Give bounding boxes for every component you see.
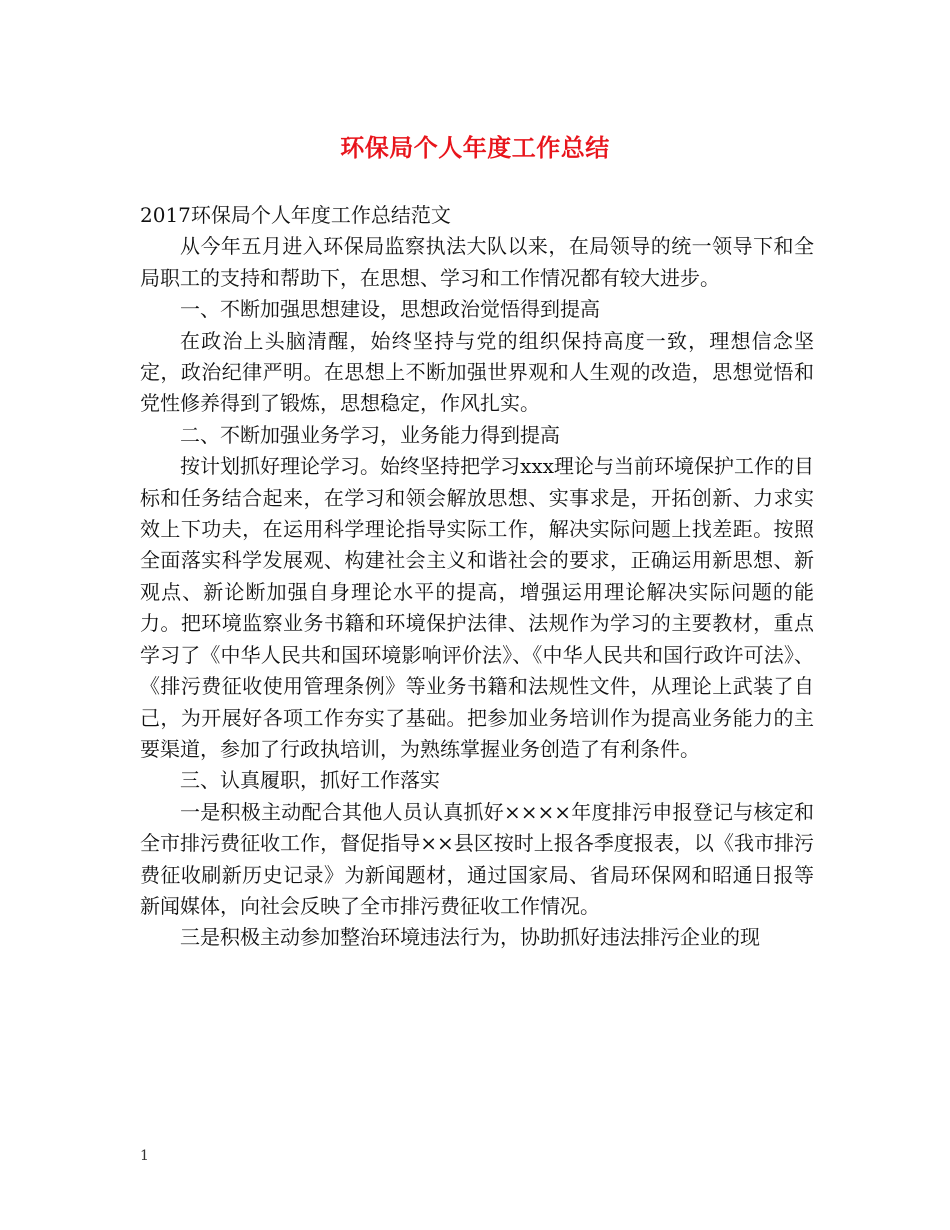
page-number: 1 xyxy=(140,1148,149,1164)
body-paragraph: 一是积极主动配合其他人员认真抓好××××年度排污申报登记与核定和全市排污费征收工作，督促指导××县区按时上报各季度报表，以《我市排污费征收刷新历史记录》为新闻题材，通过国家局、省局环保网和昭通日报等新闻媒体，向社会反映了全市排污费征收工作情况。 xyxy=(140,799,814,918)
section-heading: 二、不断加强业务学习，业务能力得到提高 xyxy=(180,422,560,447)
body-paragraph: 按计划抓好理论学习。始终坚持把学习xxx理论与当前环境保护工作的目标和任务结合起来，在学习和领会解放思想、实事求是，开拓创新、力求实效上下功夫，在运用科学理论指导实际工作，解决实际问题上找差距。按照全面落实科学发展观、构建社会主义和谐社会的要求，正确运用新思想、新观点、新论断加强自身理论水平的提高，增强运用理论解决实际问题的能力。把环境监察业务书籍和环境保护法律、法规作为学习的主要教材，重点学习了《中华人民共和国环境影响评价法》、《中华人民共和国行政许可法》、《排污费征收使用管理条例》等业务书籍和法规性文件，从理论上武装了自己，为开展好各项工作夯实了基础。把参加业务培训作为提高业务能力的主要渠道，参加了行政执培训，为熟练掌握业务创造了有利条件。 xyxy=(140,454,814,761)
document-subtitle: 2017环保局个人年度工作总结范文 xyxy=(140,203,451,227)
document-body xyxy=(140,200,814,954)
body-paragraph: 从今年五月进入环保局监察执法大队以来，在局领导的统一领导下和全局职工的支持和帮助下，在思想、学习和工作情况都有较大进步。 xyxy=(140,234,814,290)
section-heading: 三、认真履职，抓好工作落实 xyxy=(180,768,440,793)
body-paragraph: 在政治上头脑清醒，始终坚持与党的组织保持高度一致，理想信念坚定，政治纪律严明。在思想上不断加强世界观和人生观的改造，思想觉悟和党性修养得到了锻炼，思想稳定，作风扎实。 xyxy=(140,328,814,416)
section-heading: 一、不断加强思想建设，思想政治觉悟得到提高 xyxy=(180,297,600,322)
body-paragraph: 三是积极主动参加整治环境违法行为，协助抓好违法排污企业的现 xyxy=(180,925,760,950)
document-title: 环保局个人年度工作总结 xyxy=(340,134,610,162)
